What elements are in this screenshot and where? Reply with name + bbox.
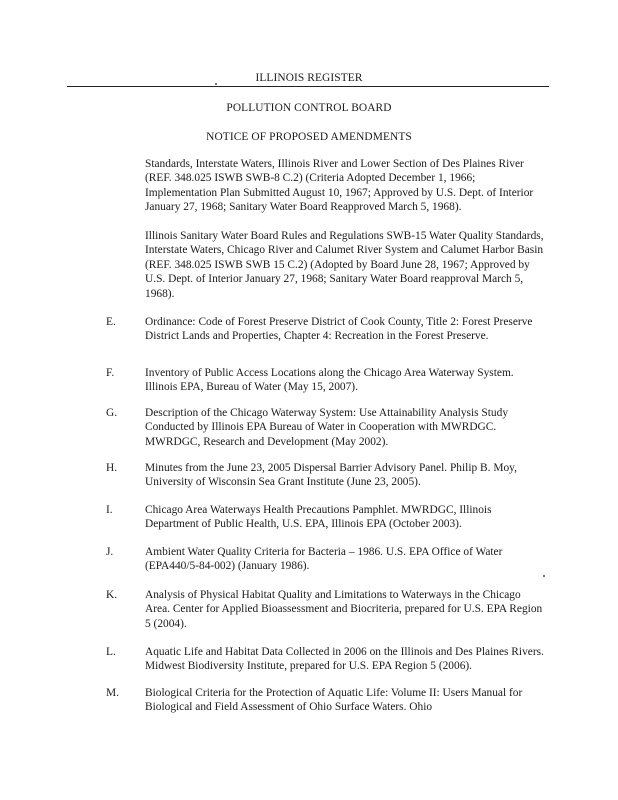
item-letter: F. xyxy=(106,367,115,379)
notice-title: NOTICE OF PROPOSED AMENDMENTS xyxy=(206,131,412,143)
item-text: Description of the Chicago Waterway System: Use Attainability Analysis Study Conducted by Illinois EPA Bureau of Water in Cooperation with MWRDGC. MWRDGC, Research and Development (May 2002). xyxy=(145,407,509,448)
item-text: Minutes from the June 23, 2005 Dispersal Barrier Advisory Panel. Philip B. Moy, University of Wisconsin Sea Grant Institute (June 23, 2005). xyxy=(145,462,517,489)
item-letter: G. xyxy=(106,407,118,419)
item-text: Aquatic Life and Habitat Data Collected in 2006 on the Illinois and Des Plaines Rivers. Midwest Biodiversity Institute, prepared for U.S. EPA Region 5 (2006). xyxy=(145,646,544,673)
item-text: Inventory of Public Access Locations along the Chicago Area Waterway System. Illinois EPA, Bureau of Water (May 15, 2007). xyxy=(145,367,514,394)
item-text: Ordinance: Code of Forest Preserve District of Cook County, Title 2: Forest Preserve District Lands and Properties, Chapter 4: Recreation in the Forest Preserve. xyxy=(145,316,533,343)
item-text: Ambient Water Quality Criteria for Bacteria – 1986. U.S. EPA Office of Water (EPA440/5-84-002) (January 1986). xyxy=(145,546,503,573)
item-text: Chicago Area Waterways Health Precautions Pamphlet. MWRDGC, Illinois Department of Public Health, U.S. EPA, Illinois EPA (October 2003). xyxy=(145,504,492,531)
scan-speck xyxy=(543,575,545,577)
item-letter: E. xyxy=(106,316,116,328)
item-letter: I. xyxy=(106,504,113,516)
item-letter: K. xyxy=(106,589,118,601)
item-letter: J. xyxy=(106,546,114,558)
item-letter: H. xyxy=(106,462,118,474)
item-text: Analysis of Physical Habitat Quality and Limitations to Waterways in the Chicago Area. Center for Applied Bioassessment and Biocriteria, prepared for U.S. EPA Region 5 (2004). xyxy=(145,589,543,630)
item-text: Biological Criteria for the Protection of Aquatic Life: Volume II: Users Manual for Biological and Field Assessment of Ohio Surface Waters. Ohio xyxy=(145,687,523,714)
scan-speck xyxy=(215,83,217,85)
item-letter: M. xyxy=(106,687,119,699)
item-letter: L. xyxy=(106,646,116,658)
paragraph-standards-chicago-river: Illinois Sanitary Water Board Rules and Regulations SWB-15 Water Quality Standards, Interstate Waters, Chicago River and Calumet River System and Calumet Harbor Basin (REF. 348.025 ISWB SWB 15 C.2) (Adopted by Board June 28, 1967; Approved by U.S. Dept. of Interior January 27, 1968; Sanitary Water Board reapproval March 5, 1968). xyxy=(145,230,544,300)
paragraph-standards-illinois-river: Standards, Interstate Waters, Illinois River and Lower Section of Des Plaines River (REF. 348.025 ISWB SWB-8 C.2) (Criteria Adopted December 1, 1966; Implementation Plan Submitted August 10, 1967; Approved by U.S. Dept. of Interior January 27, 1968; Sanitary Water Board Reapproved March 5, 1968). xyxy=(145,158,534,214)
board-title: POLLUTION CONTROL BOARD xyxy=(226,102,392,114)
header-rule xyxy=(67,86,549,87)
register-title: ILLINOIS REGISTER xyxy=(255,72,363,84)
